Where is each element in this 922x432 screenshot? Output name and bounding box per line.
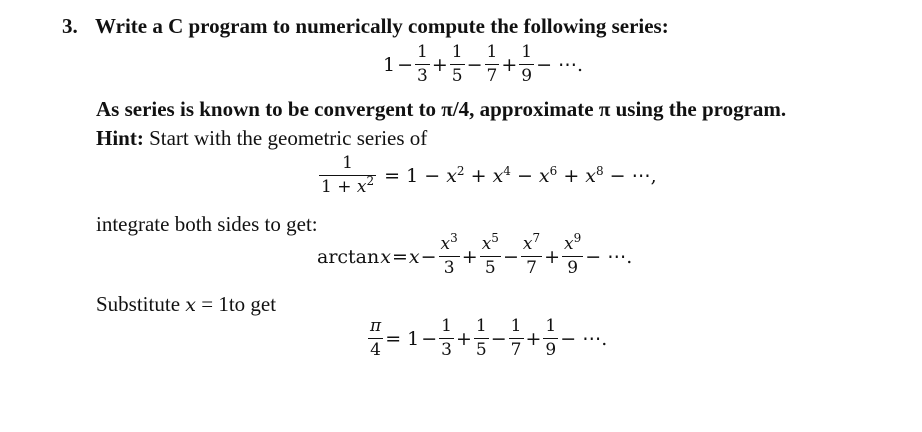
fraction-denominator: 5 [475,340,487,360]
series-fraction [509,318,524,359]
series-tail: − ⋯. [585,245,633,268]
series-fraction [474,318,489,359]
series-sign: − [502,245,519,268]
series-fraction [450,44,465,85]
arctan-lhs: arctan [317,245,380,268]
series-sign: + [501,53,518,76]
exponent: 6 [549,163,558,178]
exponent: 8 [596,163,604,178]
fraction-denominator: 3 [417,66,428,86]
rhs-tail: − ⋯, [603,164,657,187]
fraction-numerator: 1 [417,42,428,62]
geometric-fraction [319,155,376,196]
variable-x: x [408,245,420,268]
hint-text: Start with the geometric series of [143,126,428,150]
arctan-series-equation [316,231,633,278]
fraction-denominator: 9 [521,66,533,86]
exponent: 4 [503,163,511,178]
arctan-fraction [521,231,542,278]
fraction-numerator: 1 [545,316,557,336]
fraction-denominator: 3 [441,340,452,360]
fraction-numerator: 1 [451,42,463,62]
equals-one: = 1 [385,327,420,350]
series-tail: − ⋯. [560,327,608,350]
series-fraction [519,44,534,85]
pi-series-equation [367,318,608,359]
fraction-denominator: 5 [484,258,496,278]
arctan-fraction [480,231,501,278]
series-sign: + [431,53,448,76]
variable-x: x [380,245,391,268]
fraction-numerator: 1 [475,316,487,336]
exponent: 3 [450,231,458,245]
integrate-instruction: integrate both sides to get: [96,212,318,236]
series-fraction [485,44,500,85]
problem-statement: As series is known to be convergent to π/4, approximate π using the program. [96,97,787,121]
fraction-numerator: 1 [342,153,353,173]
pi-over-four-fraction [368,318,383,359]
exponent: 5 [491,231,499,245]
rhs-text: = 1 − [384,164,447,187]
geometric-series-equation [318,155,658,196]
hint-label: Hint: [96,126,144,150]
question-number: 3. [62,14,78,38]
variable-x: x [185,294,196,316]
variable-x: x [585,164,596,187]
exponent: 2 [366,174,375,188]
denominator-prefix: 1 + [321,177,357,197]
fraction-denominator: 7 [510,340,522,360]
series-fraction [415,44,430,85]
question-text: Write a C program to numerically compute the following series: [95,14,669,38]
rhs-sign: − [510,164,539,187]
fraction-denominator: 5 [451,66,463,86]
fraction-numerator: 1 [510,316,522,336]
series-equation [382,44,584,85]
fraction-numerator: $x^3$ [440,231,458,254]
series-sign: − [420,245,437,268]
rhs-sign: + [464,164,493,187]
variable-x: x [446,164,457,187]
variable-x: x [538,164,550,187]
arctan-fraction [439,231,460,278]
fraction-denominator: 9 [545,340,557,360]
series-sign: − [421,327,438,350]
substitute-rest: = 1to get [195,292,277,316]
fraction-numerator: $x^7$ [522,231,541,254]
series-sign: − [490,327,507,350]
fraction-denominator: 4 [370,340,381,360]
fraction-numerator: 1 [521,42,533,62]
series-sign: + [456,327,472,350]
exponent: 7 [532,231,541,245]
fraction-denominator: 3 [443,258,455,278]
equals-sign: = [391,245,408,268]
fraction-denominator [319,176,376,196]
fraction-denominator: 7 [526,258,537,278]
substitute-text: Substitute [96,292,186,316]
fraction-denominator: 9 [567,258,579,278]
fraction-numerator: $x^5$ [481,231,499,254]
fraction-numerator: π [370,316,382,336]
fraction-numerator: $x^9$ [564,231,582,254]
rhs-sign: + [557,164,586,187]
arctan-fraction [562,231,583,278]
series-sign: + [544,245,561,268]
series-sign: + [461,245,478,268]
fraction-numerator: 1 [441,316,452,336]
series-fraction [543,318,558,359]
geometric-rhs [377,165,658,187]
fraction-denominator: 7 [486,66,498,86]
fraction-numerator: 1 [486,42,498,62]
substitute-instruction [96,292,276,317]
series-sign: − [466,53,483,76]
exponent: 9 [573,231,582,245]
question-title [62,14,669,39]
series-lead: 1 [383,53,396,76]
series-fraction [439,318,454,359]
variable-x: x [492,164,504,187]
series-sign: − [397,53,414,76]
series-sign: + [525,327,542,350]
series-tail: − ⋯. [536,53,584,76]
hint-line [96,126,427,151]
variable-x: x [356,177,367,197]
exponent: 2 [456,163,465,178]
